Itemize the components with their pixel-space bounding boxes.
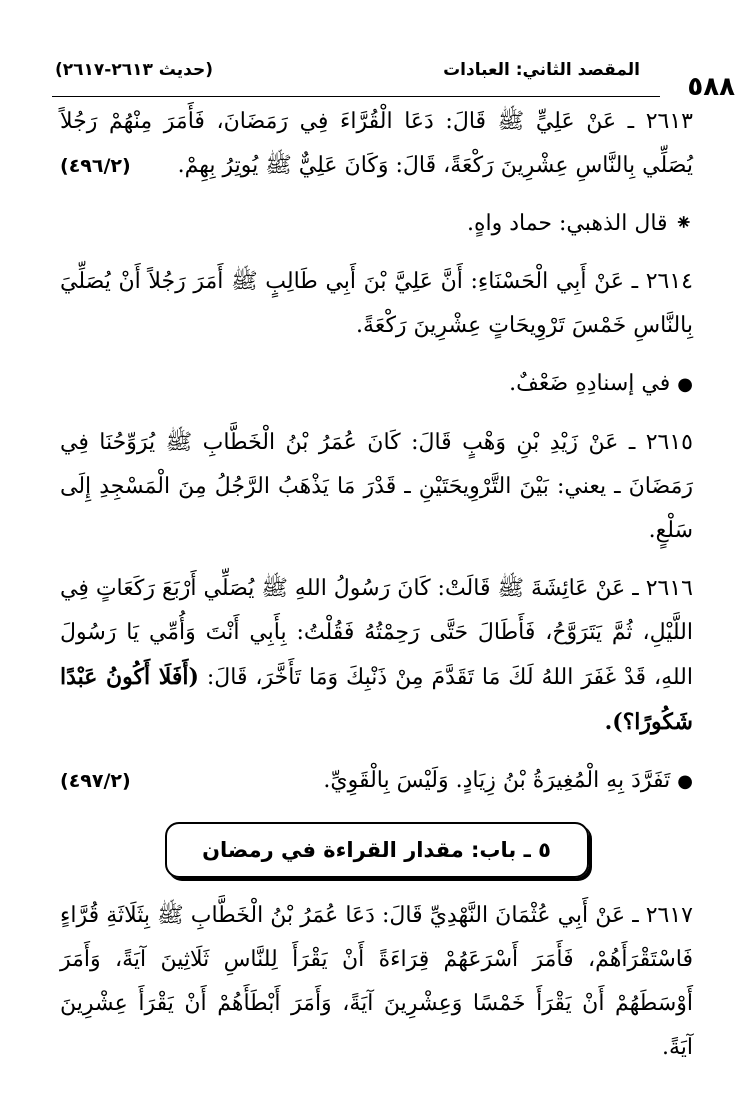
hadith-2616-note-row (60, 759, 693, 804)
page-header (50, 58, 735, 102)
hadith-2614: ٢٦١٤ ـ عَنْ أَبِي الْحَسْنَاءِ: أَنَّ عَلِيَّ بْنَ أَبِي طَالِبٍ ﷺ أَمَرَ رَجُلاً أَنْ يُصَلِّيَ بِالنَّاسِ خَمْسَ تَرْوِيحَاتٍ عِشْرِينَ رَكْعَةً. (60, 269, 693, 338)
hadith-2613-text: ٢٦١٣ ـ عَنْ عَلِيٍّ ﷺ قَالَ: دَعَا الْقُرَّاءَ فِي رَمَضَانَ، فَأَمَرَ مِنْهُمْ رَجُلاً يُصَلِّي بِالنَّاسِ عِشْرِينَ رَكْعَةً، قَالَ: وَكَانَ عَلِيٌّ ﷺ يُوتِرُ بِهِمْ. (60, 109, 693, 178)
chapter-title: ٥ ـ باب: مقدار القراءة في رمضان (202, 838, 551, 862)
hadith-2616-text: ٢٦١٦ ـ عَنْ عَائِشَةَ ﷺ قَالَتْ: كَانَ رَسُولُ اللهِ ﷺ يُصَلِّي أَرْبَعَ رَكَعَاتٍ فِي اللَّيْلِ، ثُمَّ يَتَرَوَّحُ، فَأَطَالَ حَتَّى رَحِمْتُهُ فَقُلْتُ: بِأَبِي أَنْتَ وَأُمِّي يَا رَسُولَ اللهِ، قَدْ غَفَرَ اللهُ لَكَ مَا تَقَدَّمَ مِنْ ذَنْبِكَ وَمَا تَأَخَّرَ، قَالَ: (60, 576, 693, 690)
hadith-2616-note: تَفَرَّدَ بِهِ الْمُغِيرَةُ بْنُ زِيَادٍ. وَلَيْسَ بِالْقَوِيِّ. (323, 768, 671, 793)
hadith-2615: ٢٦١٥ ـ عَنْ زَيْدِ بْنِ وَهْبٍ قَالَ: كَانَ عُمَرُ بْنُ الْخَطَّابِ ﷺ يُرَوِّحُنَا فِي رَمَضَانَ ـ يعني: بَيْنَ التَّرْوِيحَتَيْنِ ـ قَدْرَ مَا يَذْهَبُ الرَّجُلُ مِنَ الْمَسْجِدِ إِلَى سَلْعٍ. (60, 430, 693, 543)
chapter-heading-box (165, 822, 589, 878)
bullet-icon: ● (677, 374, 693, 395)
hadith-2616-ref: (٤٩٧/٢) (60, 770, 131, 792)
hadith-2613 (60, 100, 693, 188)
hadith-range: (حديث ٢٦١٣-٢٦١٧) (55, 60, 214, 80)
page-body (60, 100, 693, 1084)
running-title: المقصد الثاني: العبادات (443, 60, 640, 80)
hadith-2614-note: في إسنادِهِ ضَعْفٌ. (509, 371, 671, 396)
hadith-2616 (60, 567, 693, 745)
hadith-2617: ٢٦١٧ ـ عَنْ أَبِي عُثْمَانَ النَّهْدِيِّ قَالَ: دَعَا عُمَرُ بْنُ الْخَطَّابِ ﷺ بِثَلَاثَةِ قُرَّاءٍ فَاسْتَقْرَأَهُمْ، فَأَمَرَ أَسْرَعَهُمْ قِرَاءَةً أَنْ يَقْرَأَ لِلنَّاسِ ثَلَاثِينَ آيَةً، وَأَمَرَ أَوْسَطَهُمْ أَنْ يَقْرَأَ خَمْسًا وَعِشْرِينَ آيَةً، وَأَمَرَ أَبْطَأَهُمْ أَنْ يَقْرَأَ عِشْرِينَ آيَةً. (60, 903, 693, 1060)
hadith-2616-quote: (أَفَلَا أَكُونُ عَبْدًا شَكُورًا؟). (60, 664, 693, 735)
page-number: ٥٨٨ (687, 72, 735, 102)
header-rule (52, 96, 660, 97)
hadith-2613-note: ⁕ قال الذهبي: حماد واهٍ. (466, 211, 693, 236)
hadith-2614-note-row (60, 362, 693, 407)
bullet-icon: ● (677, 771, 693, 792)
hadith-2613-ref: (٤٩٦/٢) (60, 155, 131, 177)
